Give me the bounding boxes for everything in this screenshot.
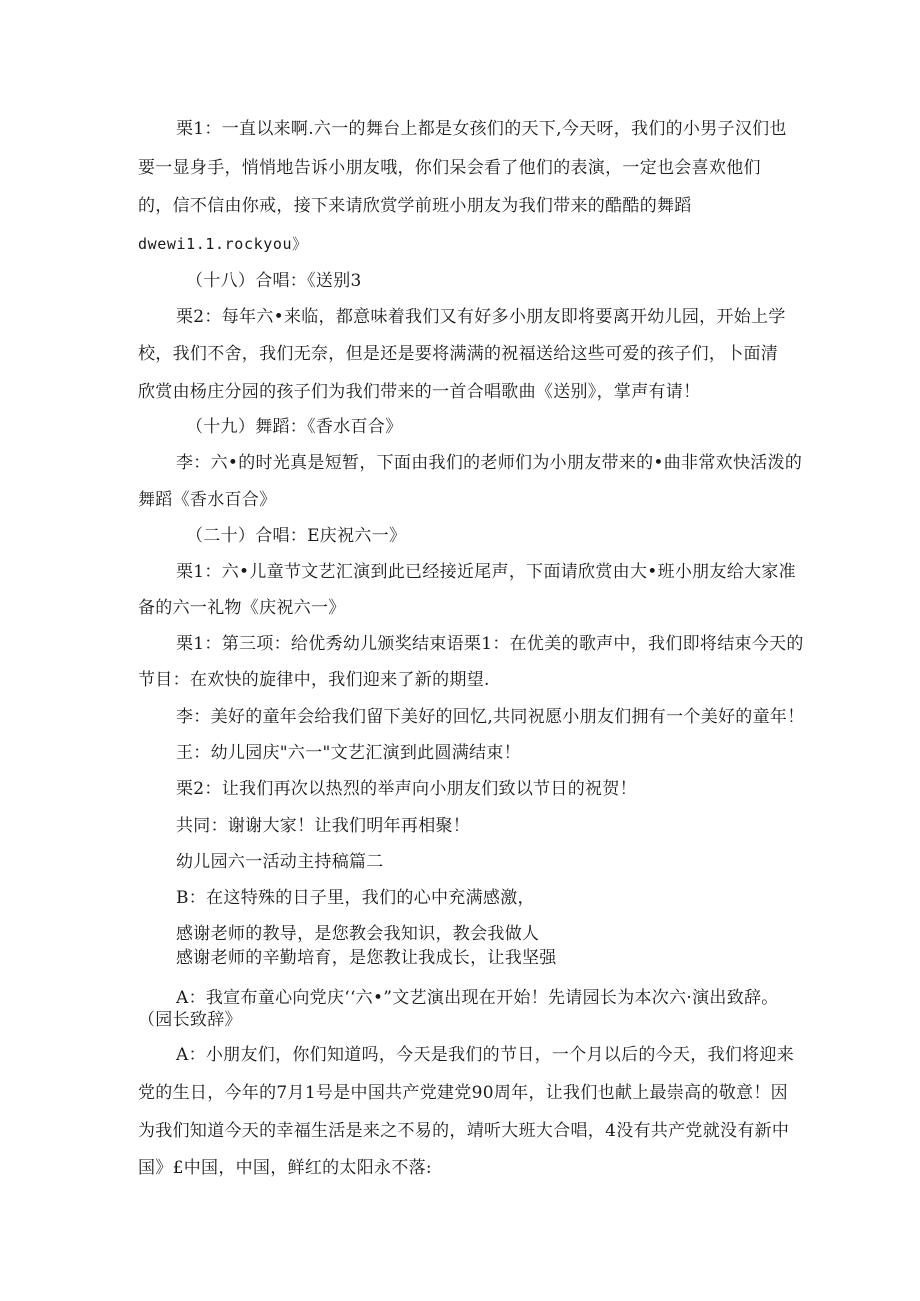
text-line: 节目：在欢快的旋律中，我们迎来了新的期望. [138, 670, 490, 690]
text-line: 校，我们不舍，我们无奈，但是还是要将满满的祝福送给这些可爱的孩子们，卜面清 [138, 344, 779, 364]
text-line: 感谢老师的辛勤培育，是您教让我成长，让我坚强 [176, 948, 557, 968]
text-line: 的，信不信由你戒，接下来请欣赏学前班小朋友为我们带来的酷酷的舞蹈 [138, 196, 692, 216]
text-line: （十八）合唱：《送别3 [186, 271, 362, 291]
text-line: A：小朋友们，你们知道吗，今天是我们的节日，一个月以后的今天，我们将迎来 [176, 1045, 795, 1065]
text-line: 栗2：每年六•来临，都意味着我们又有好多小朋友即将要离开幼儿园，开始上学 [176, 307, 786, 327]
text-line: 要一显身手，悄悄地告诉小朋友哦，你们呆会看了他们的表演，一定也会喜欢他们 [138, 158, 761, 178]
text-line: 李：美好的童年会给我们留下美好的回忆,共同祝愿小朋友们拥有一个美好的童年！ [176, 707, 805, 727]
text-line: （十九）舞蹈：《香水百合》 [186, 417, 403, 437]
text-line: 王：幼儿园庆"六一"文艺汇演到此圆满结束！ [176, 743, 521, 763]
text-line: dwewi1.1.rockyou》 [138, 235, 308, 253]
text-line: 李：六•的时光真是短暂，下面由我们的老师们为小朋友带来的•曲非常欢快活泼的 [176, 453, 803, 473]
text-line: 栗1：六•儿童节文艺汇演到此已经接近尾声，下面请欣赏由大•班小朋友给大家准 [176, 562, 796, 582]
text-line: 共同：谢谢大家！让我们明年再相聚！ [176, 816, 471, 836]
text-line: 栗2：让我们再次以热烈的举声向小朋友们致以节日的祝贺！ [176, 779, 637, 799]
text-line: 栗1：一直以来啊.六一的舞台上都是女孩们的天下,今天呀，我们的小男子汉们也 [176, 119, 787, 139]
text-line: 感谢老师的教导，是您教会我知识，教会我做人 [176, 924, 540, 944]
text-line: 国》£中国，中国，鲜红的太阳永不落: [138, 1158, 432, 1178]
text-line: （二十）合唱：E庆祝六一》 [186, 526, 407, 546]
section-heading: 幼儿园六一活动主持稿篇二 [176, 852, 384, 872]
text-line: 栗1：第三项：给优秀幼儿颁奖结束语栗1：在优美的歌声中，我们即将结束今天的 [176, 634, 804, 654]
text-line: 欣赏由杨庄分园的孩子们为我们带来的一首合唱歌曲《送别》，掌声有请！ [138, 382, 701, 402]
text-line: 党的生日，今年的7月1号是中国共产党建党90周年，让我们也献上最崇高的敬意！因 [138, 1083, 788, 1103]
text-line: （园长致辞》 [138, 1010, 242, 1030]
text-line: 舞蹈《香水百合》 [138, 490, 277, 510]
text-line: B：在这特殊的日子里，我们的心中充满感激， [176, 888, 535, 908]
text-line: 为我们知道今天的幸福生活是来之不易的，靖听大班大合唱，4没有共产党就没有新中 [138, 1121, 790, 1141]
text-line: 备的六一礼物《庆祝六一》 [138, 598, 346, 618]
text-line: A：我宣布童心向党庆‘‘六•”文艺演出现在开始！先请园长为本次六·演出致辞。 [176, 988, 779, 1008]
